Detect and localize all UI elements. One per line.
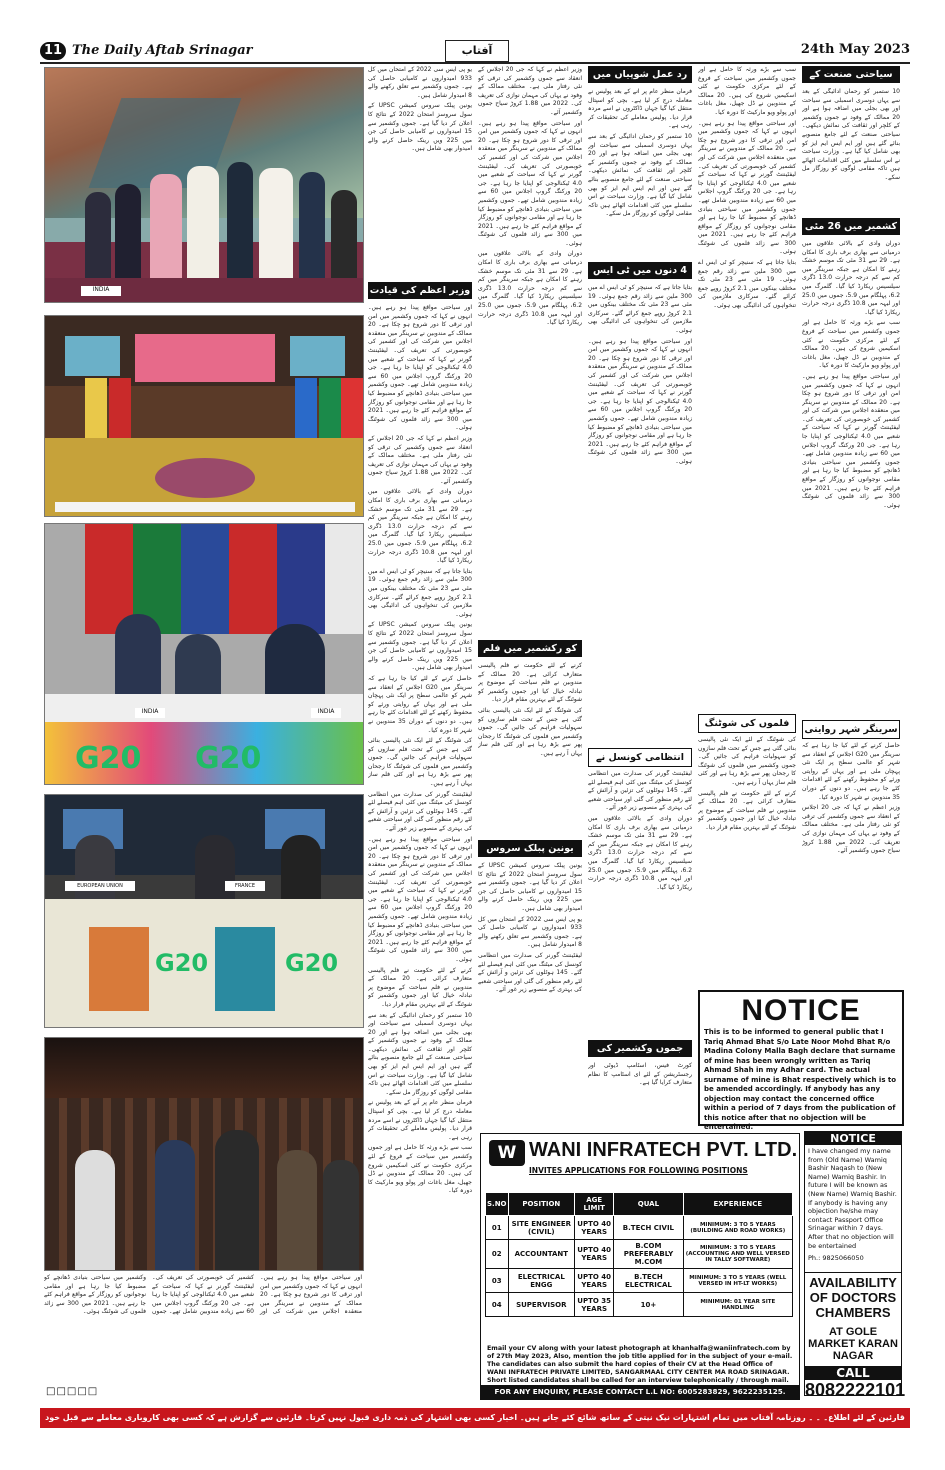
- article-text: حاصل کرنے کے لئے کیا جا رہا ہے کہ سرینگر میں G20 اجلاس کے انعقاد سے شہر کو عالمی سطح پر ایک نئی پہچان ملی ہے اور یہاں کے روایتی ورثے کو محفوظ رکھنے کے لئے اقدامات کئے جا رہے ہیں۔ دو دنوں کے دوران 35 مندوبین نے شہر کا دورہ کیا۔: [802, 742, 900, 801]
- article-text: سب سے بڑے ورثہ کا حامل ہے اور جموں وکشمیر میں سیاحت کے فروغ کے لئے مرکزی حکومت نے کئی اسکیمیں شروع کی ہیں۔ 20 ممالک کے مندوبین نے ڈل جھیل، مغل باغات اور پولو ویو مارکیٹ کا دورہ کیا۔: [368, 1144, 472, 1195]
- placard: INDIA: [135, 708, 165, 718]
- column-header: EXPERIENCE: [683, 1193, 792, 1216]
- column2-article1: [698, 66, 796, 706]
- cell: UPTO 35 YEARS: [575, 1293, 614, 1317]
- ad-headline: AVAILABILITY OF DOCTORS CHAMBERS: [809, 1275, 897, 1320]
- g20-logo: G20: [195, 741, 262, 776]
- end-marks: □□□□□: [46, 1386, 99, 1397]
- table-row: [486, 1240, 793, 1269]
- table-row: [486, 1269, 793, 1293]
- column5-heading2: وزیر اعظم کی قیادت: [368, 282, 472, 299]
- table-row: [486, 1293, 793, 1317]
- cell: MINIMUM: 01 YEAR SITE HANDLING: [683, 1293, 792, 1317]
- note-shortlist: Short listed candidates shall be called for an interview telephonically / through mail.: [487, 1377, 789, 1384]
- article-text: دوران وادی کے بالائی علاقوں میں درمیانی سے بھاری برف باری کا امکان ہے۔ 29 سے 31 مئی تک موسم خشک رہنے کا امکان ہے جبکہ سرینگر میں کم سے کم درجہ حرارت 13.0 ڈگری سیلسیس ریکارڈ کیا گیا۔ گلمرگ میں 6.2، پہلگام میں 5.9، جموں میں 25.0 اور لیہہ میں 10.8 ڈگری درجہ حرارت ریکارڈ کیا گیا۔: [478, 250, 582, 327]
- cell: MINIMUM: 3 TO 5 YEARS (ACCOUNTING AND WELL VERSED IN TALLY SOFTWARE): [683, 1240, 792, 1269]
- cell: 03: [486, 1269, 509, 1293]
- cell: UPTO 40 YEARS: [575, 1216, 614, 1240]
- article-text: اور سیاحتی مواقع پیدا ہو رہے ہیں۔ انہوں نے کہا کہ جموں وکشمیر میں امن اور ترقی کا دور شروع ہو چکا ہے۔ 20 ممالک کے مندوبین نے سرینگر میں منعقدہ اجلاس میں شرکت کی اور کشمیر کی خوبصورتی کی تعریف کی۔ لیفٹیننٹ گورنر نے کہا کہ سیاحت کے شعبے میں 4.0 ٹیکنالوجی کو اپنایا جا رہا ہے۔ جی 20 ورکنگ گروپ اجلاس میں 60 سے زیادہ مندوبین شامل تھے۔ جموں وکشمیر میں سیاحتی بنیادی ڈھانچے کو مضبوط کیا جا رہا ہے اور مقامی نوجوانوں کو روزگار کے مواقع فراہم کئے جا رہے ہیں۔ 2021 میں 300 سے زائد فلموں کی شوٹنگ ہوئی۔: [698, 119, 796, 256]
- cell: B.TECH CIVIL: [614, 1216, 683, 1240]
- column3-article1: [588, 88, 692, 254]
- placard: INDIA: [311, 708, 341, 718]
- cell: 01: [486, 1216, 509, 1240]
- column1-article1: [802, 88, 900, 220]
- article-text: وزیر اعظم نے کہا کہ جی 20 اجلاس کے انعقاد سے جموں وکشمیر کی ترقی کو نئی رفتار ملی ہے۔ مختلف ممالک کے وفود نے یہاں کی مہمان نوازی کی تعریف کی۔ 2022 میں 1.88 کروڑ سیاح جموں وکشمیر آئے۔: [368, 434, 472, 485]
- positions-table: [485, 1192, 793, 1317]
- column2-article2: [698, 736, 796, 982]
- article-text: اور سیاحتی مواقع پیدا ہو رہے ہیں۔ انہوں نے کہا کہ جموں وکشمیر میں امن اور ترقی کا دور شروع ہو چکا ہے۔ 20 ممالک کے مندوبین نے سرینگر میں منعقدہ اجلاس میں شرکت کی اور کشمیر کی خوبصورتی کی تعریف کی۔ لیفٹیننٹ گورنر نے کہا کہ سیاحت کے شعبے میں 4.0 ٹیکنالوجی کو اپنایا جا رہا ہے۔ جی 20 ورکنگ گروپ اجلاس میں 60 سے زیادہ مندوبین شامل تھے۔ جموں وکشمیر میں سیاحتی بنیادی ڈھانچے کو مضبوط کیا جا رہا ہے اور مقامی نوجوانوں کو روزگار کے مواقع فراہم کئے جا رہے ہیں۔ 2021 میں 300 سے زائد فلموں کی شوٹنگ ہوئی۔: [368, 304, 472, 432]
- table-header-row: [486, 1193, 793, 1216]
- cell: B.COM PREFERABLY M.COM: [614, 1240, 683, 1269]
- table-row: [486, 1216, 793, 1240]
- article-text: وزیر اعظم نے کہا کہ جی 20 اجلاس کے انعقاد سے جموں وکشمیر کی ترقی کو نئی رفتار ملی ہے۔ مختلف ممالک کے وفود نے یہاں کی مہمان نوازی کی تعریف کی۔ 2022 میں 1.88 کروڑ سیاح جموں وکشمیر آئے۔: [802, 804, 900, 855]
- article-text: سب سے بڑے ورثہ کا حامل ہے اور جموں وکشمیر میں سیاحت کے فروغ کے لئے مرکزی حکومت نے کئی اسکیمیں شروع کی ہیں۔ 20 ممالک کے مندوبین نے ڈل جھیل، مغل باغات اور پولو ویو مارکیٹ کا دورہ کیا۔: [802, 319, 900, 370]
- article-text: یو پی ایس سی 2022 کے امتحان میں کل 933 امیدواروں نے کامیابی حاصل کی ہے۔ جموں وکشمیر سے تعلق رکھنے والے 8 امیدوار شامل ہیں۔: [478, 915, 582, 949]
- photo-working-group: [44, 794, 364, 1028]
- column3-heading1: رد عمل شوپیاں میں: [588, 66, 692, 83]
- article-text: یونین پبلک سروس کمیشن UPSC کے سول سروسز امتحان 2022 کے نتائج کا اعلان کر دیا گیا ہے۔ جموں وکشمیر سے 15 امیدواروں نے کامیابی حاصل کی جن میں 225 ویں رینک حاصل کرنے والے امیدوار بھی شامل ہیں۔: [478, 862, 582, 912]
- article-text: لیفٹیننٹ گورنر کی صدارت میں انتظامی کونسل کی میٹنگ میں کئی اہم فیصلے لئے گئے۔ 145 ہوٹلوں کی تزئین و آرائش کے لئے رقم منظور کی گئی اور سیاحتی شعبے کی بہتری کے منصوبے زیر غور آئے۔: [368, 790, 472, 833]
- paper-name: The Daily Aftab Srinagar: [72, 43, 253, 58]
- photo-officials-greeting: [44, 67, 364, 303]
- column3-heading4: جموں وکشمیر کی: [588, 1040, 692, 1057]
- photo-delegates-table: [44, 523, 364, 785]
- column4-article2: [478, 662, 582, 830]
- cell: MINIMUM: 3 TO 5 YEARS (WELL VERSED IN HT-LT WORKS): [683, 1269, 792, 1293]
- placard: EUROPEAN UNION: [65, 881, 135, 891]
- cell: UPTO 40 YEARS: [575, 1240, 614, 1269]
- column-header: QUAL: [614, 1193, 683, 1216]
- article-text: حاصل کرنے کے لئے کیا جا رہا ہے کہ سرینگر میں G20 اجلاس کے انعقاد سے شہر کو عالمی سطح پر ایک نئی پہچان ملی ہے اور یہاں کے روایتی ورثے کو محفوظ رکھنے کے لئے اقدامات کئے جا رہے ہیں۔ دو دنوں کے دوران 35 مندوبین نے شہر کا دورہ کیا۔: [368, 674, 472, 734]
- article-text: فرمان منظر عام پر آنے کے بعد پولیس نے معاملہ درج کر لیا ہے۔ بچی کو اسپتال منتقل کیا گیا جہاں ڈاکٹروں نے اسے مردہ قرار دیا۔ پولیس معاملے کی تحقیقات کر رہی ہے۔: [588, 88, 692, 130]
- article-text: بتایا جاتا ہے کہ سنیچر کو ٹی ایس اے میں 300 ملین سے زائد رقم جمع ہوئی۔ 19 مئی سے 23 مئی تک مختلف بینکوں میں 2.1 کروڑ روپے جمع کرائے گئے۔ سرکاری ملازمین کی تنخواہوں کی ادائیگی بھی ہوئی۔: [588, 284, 692, 334]
- article-text: بتایا جاتا ہے کہ سنیچر کو ٹی ایس اے میں 300 ملین سے زائد رقم جمع ہوئی۔ 19 مئی سے 23 مئی تک مختلف بینکوں میں 2.1 کروڑ روپے جمع کرائے گئے۔ سرکاری ملازمین کی تنخواہوں کی ادائیگی بھی ہوئی۔: [368, 567, 472, 618]
- column-header: S.NO: [486, 1193, 509, 1216]
- wani-infratech-ad: [480, 1133, 800, 1400]
- placard: INDIA: [81, 286, 121, 296]
- page-number: 11: [40, 42, 66, 60]
- article-text: یونین پبلک سروس کمیشن UPSC کے سول سروسز امتحان 2022 کے نتائج کا اعلان کر دیا گیا ہے۔ جموں وکشمیر سے 15 امیدواروں نے کامیابی حاصل کی جن میں 225 ویں رینک حاصل کرنے والے امیدوار بھی شامل ہیں۔: [368, 102, 472, 153]
- call-label: CALL: [805, 1366, 901, 1380]
- column3-heading2: 4 دنوں میں ٹی ایس: [588, 262, 692, 279]
- ad-subtitle: INVITES APPLICATIONS FOR FOLLOWING POSITIONS: [529, 1166, 748, 1175]
- article-text: کی شوٹنگ کے لئے ایک نئی پالیسی بنائی گئی ہے جس کے تحت فلم سازوں کو سہولیات فراہم کی جائیں گی۔ جموں وکشمیر میں فلموں کی شوٹنگ کا رجحان پھر سے بڑھ رہا ہے اور کئی فلم ساز یہاں آ رہے ہیں۔: [698, 736, 796, 786]
- column3-article2: [588, 284, 692, 744]
- column5-article1: [368, 66, 472, 276]
- notice-surname-correction: [698, 990, 904, 1131]
- article-text: لیفٹیننٹ گورنر کی صدارت میں انتظامی کونسل کی میٹنگ میں کئی اہم فیصلے لئے گئے۔ 145 ہوٹلوں کی تزئین و آرائش کے لئے رقم منظور کی گئی اور سیاحتی شعبے کی بہتری کے منصوبے زیر غور آئے۔: [478, 951, 582, 994]
- notice-body: This is to be informed to general public that I Tariq Ahmad Bhat S/o Late Noor Mohd Bhat R/o Madina Colony Malla Bagh declare that surname of mine has been wrongly written as Tariq Ahmad Shah in my Adhar card. The actual surname of mine is Bhat respectively which is to be amended accordingly. If anybody has any objection may contact the concerned office within a period of 7 days from the publication of this notice after that no objection will be entertained.: [704, 1028, 897, 1131]
- article-text: 10 ستمبر کو رحمان ادائیگی کے بعد سے یہاں دوسری اسمبلی سے سیاحت اور بھی بجلی میں اضافہ ہوا ہے اور 20 ممالک کے وفود نے جموں وکشمیر کے کلچر اور ثقافت کی نمائش دیکھی۔ سیاحتی صنعت کے لئے جامع منصوبے بنائے گئے ہیں اور ایم ایس ایم ایز کو بھی شامل کیا گیا ہے۔ وزارت سیاحت نے اس سلسلے میں کئی اقدامات اٹھائے ہیں تاکہ مقامی لوگوں کو روزگار مل سکے۔: [368, 1011, 472, 1096]
- article-text: کی شوٹنگ کے لئے ایک نئی پالیسی بنائی گئی ہے جس کے تحت فلم سازوں کو سہولیات فراہم کی جائیں گی۔ جموں وکشمیر میں فلموں کی شوٹنگ کا رجحان پھر سے بڑھ رہا ہے اور کئی فلم ساز یہاں آ رہے ہیں۔: [478, 706, 582, 757]
- column-header: POSITION: [508, 1193, 575, 1216]
- note-hardcopy: The candidates can also submit the hard copies of their CV at the Head Office of WANI INFRATECH PRIVATE LIMITED, SANGARMAAL CITY CENTER MA ROAD SRINAGAR.: [487, 1361, 790, 1376]
- article-text: کورٹ فیس، اسٹامپ ڈیوٹی اور رجسٹریشن کے لئے ای اسٹامپ کا نظام متعارف کرایا گیا ہے۔: [588, 1062, 692, 1087]
- column3-heading3: انتظامی کونسل نے: [588, 748, 692, 767]
- notice-title: NOTICE: [805, 1132, 901, 1145]
- photo-conference-hall: [44, 315, 364, 517]
- article-text: دوران وادی کے بالائی علاقوں میں درمیانی سے بھاری برف باری کا امکان ہے۔ 29 سے 31 مئی تک موسم خشک رہنے کا امکان ہے جبکہ سرینگر میں کم سے کم درجہ حرارت 13.0 ڈگری سیلسیس ریکارڈ کیا گیا۔ گلمرگ میں 6.2، پہلگام میں 5.9، جموں میں 25.0 اور لیہہ میں 10.8 ڈگری درجہ حرارت ریکارڈ کیا گیا۔: [588, 814, 692, 891]
- cell: SITE ENGINEER (CIVIL): [508, 1216, 575, 1240]
- article-text: 10 ستمبر کو رحمان ادائیگی کے بعد سے یہاں دوسری اسمبلی سے سیاحت اور بھی بجلی میں اضافہ ہوا ہے اور 20 ممالک کے وفود نے جموں وکشمیر کے کلچر اور ثقافت کی نمائش دیکھی۔ سیاحتی صنعت کے لئے جامع منصوبے بنائے گئے ہیں اور ایم ایس ایم ایز کو بھی شامل کیا گیا ہے۔ وزارت سیاحت نے اس سلسلے میں کئی اقدامات اٹھائے ہیں تاکہ مقامی لوگوں کو روزگار مل سکے۔: [588, 132, 692, 218]
- column4-heading2: کو رکشمیر میں فلم: [478, 640, 582, 657]
- enquiry-bar: FOR ANY ENQUIRY, PLEASE CONTACT L.L NO: 6005283829, 9622235125.: [481, 1385, 799, 1399]
- cell: ACCOUNTANT: [508, 1240, 575, 1269]
- article-text: دوران وادی کے بالائی علاقوں میں درمیانی سے بھاری برف باری کا امکان ہے۔ 29 سے 31 مئی تک موسم خشک رہنے کا امکان ہے جبکہ سرینگر میں کم سے کم درجہ حرارت 13.0 ڈگری سیلسیس ریکارڈ کیا گیا۔ گلمرگ میں 6.2، پہلگام میں 5.9، جموں میں 25.0 اور لیہہ میں 10.8 ڈگری درجہ حرارت ریکارڈ کیا گیا۔: [368, 488, 472, 565]
- call-number: 8082222101: [805, 1380, 906, 1400]
- footer-disclaimer: قارئین کے لئے اطلاع۔ ۔ ۔ روزنامہ آفتاب میں تمام اشتہارات نیک نیتی کے ساتھ شائع کئے جاتے ہیں۔ اخبار کسی بھی اشتہار کی ذمہ داری قبول نہیں کرتا۔ قارئین سے گزارش ہے کہ کسی بھی کاروباری معاملے سے قبل خود: [40, 1408, 910, 1428]
- masthead-logo: آفتاب: [445, 40, 509, 62]
- cell: ELECTRICAL ENGG: [508, 1269, 575, 1293]
- article-text: بتایا جاتا ہے کہ سنیچر کو ٹی ایس اے میں 300 ملین سے زائد رقم جمع ہوئی۔ 19 مئی سے 23 مئی تک مختلف بینکوں میں 2.1 کروڑ روپے جمع کرائے گئے۔ سرکاری ملازمین کی تنخواہوں کی ادائیگی بھی ہوئی۔: [698, 259, 796, 310]
- g20-logo: G20: [285, 949, 339, 977]
- article-text: اور سیاحتی مواقع پیدا ہو رہے ہیں۔ انہوں نے کہا کہ جموں وکشمیر میں امن اور ترقی کا دور شروع ہو چکا ہے۔ 20 ممالک کے مندوبین نے سرینگر میں منعقدہ اجلاس میں شرکت کی اور کشمیر کی خوبصورتی کی تعریف کی۔ لیفٹیننٹ گورنر نے کہا کہ سیاحت کے شعبے میں 4.0 ٹیکنالوجی کو اپنایا جا رہا ہے۔ جی 20 ورکنگ گروپ اجلاس میں 60 سے زیادہ مندوبین شامل تھے۔ جموں وکشمیر میں سیاحتی بنیادی ڈھانچے کو مضبوط کیا جا رہا ہے اور مقامی نوجوانوں کو روزگار کے مواقع فراہم کئے جا رہے ہیں۔ 2021 میں 300 سے زائد فلموں کی شوٹنگ ہوئی۔: [368, 835, 472, 963]
- article-text: یونین پبلک سروس کمیشن UPSC کے سول سروسز امتحان 2022 کے نتائج کا اعلان کر دیا گیا ہے۔ جموں وکشمیر سے 15 امیدواروں نے کامیابی حاصل کی جن میں 225 ویں رینک حاصل کرنے والے امیدوار بھی شامل ہیں۔: [368, 621, 472, 672]
- article-text: 10 ستمبر کو رحمان ادائیگی کے بعد سے یہاں دوسری اسمبلی سے سیاحت اور بھی بجلی میں اضافہ ہوا ہے اور 20 ممالک کے وفود نے جموں وکشمیر کے کلچر اور ثقافت کی نمائش دیکھی۔ سیاحتی صنعت کے لئے جامع منصوبے بنائے گئے ہیں اور ایم ایس ایم ایز کو بھی شامل کیا گیا ہے۔ وزارت سیاحت نے اس سلسلے میں کئی اقدامات اٹھائے ہیں تاکہ مقامی لوگوں کو روزگار مل سکے۔: [802, 88, 900, 181]
- notice-body: I have changed my name from (Old Name) Wamiq Bashir Naqash to (New Name) Wamiq Bashir. In future I will be known as (New Name) Wamiq Bashir. If anybody is having any objection he/she may contact Passport Office Srinagar within 7 days. After that no objection will be entertained: [808, 1147, 897, 1250]
- article-text: کرنے کے لئے حکومت نے فلم پالیسی متعارف کرائی ہے۔ 20 ممالک کے مندوبین نے فلم سیاحت کے موضوع پر تبادلہ خیال کیا اور جموں وکشمیر کو شوٹنگ کے لئے بہترین مقام قرار دیا۔: [698, 789, 796, 831]
- article-text: اور سیاحتی مواقع پیدا ہو رہے ہیں۔ انہوں نے کہا کہ جموں وکشمیر میں امن اور ترقی کا دور شروع ہو چکا ہے۔ 20 ممالک کے مندوبین نے سرینگر میں منعقدہ اجلاس میں شرکت کی اور کشمیر کی خوبصورتی کی تعریف کی۔ لیفٹیننٹ گورنر نے کہا کہ سیاحت کے شعبے میں 4.0 ٹیکنالوجی کو اپنایا جا رہا ہے۔ جی 20 ورکنگ گروپ اجلاس میں 60 سے زیادہ مندوبین شامل تھے۔ جموں وکشمیر میں سیاحتی بنیادی ڈھانچے کو مضبوط کیا جا رہا ہے اور مقامی نوجوانوں کو روزگار کے مواقع فراہم کئے جا رہے ہیں۔ 2021 میں 300 سے زائد فلموں کی شوٹنگ ہوئی۔: [588, 337, 692, 465]
- cell: B.TECH ELECTRICAL: [614, 1269, 683, 1293]
- article-text: اور سیاحتی مواقع پیدا ہو رہے ہیں۔ انہوں نے کہا کہ جموں وکشمیر میں امن اور ترقی کا دور شروع ہو چکا ہے۔ 20 ممالک کے مندوبین نے سرینگر میں منعقدہ اجلاس میں شرکت کی اور کشمیر کی خوبصورتی کی تعریف کی۔ لیفٹیننٹ گورنر نے کہا کہ سیاحت کے شعبے میں 4.0 ٹیکنالوجی کو اپنایا جا رہا ہے۔ جی 20 ورکنگ گروپ اجلاس میں 60 سے زیادہ مندوبین شامل تھے۔ جموں وکشمیر میں سیاحتی بنیادی ڈھانچے کو مضبوط کیا جا رہا ہے اور مقامی نوجوانوں کو روزگار کے مواقع فراہم کئے جا رہے ہیں۔ 2021 میں 300 سے زائد فلموں کی شوٹنگ ہوئی۔: [478, 119, 582, 247]
- article-text: فرمان منظر عام پر آنے کے بعد پولیس نے معاملہ درج کر لیا ہے۔ بچی کو اسپتال منتقل کیا گیا جہاں ڈاکٹروں نے اسے مردہ قرار دیا۔ پولیس معاملے کی تحقیقات کر رہی ہے۔: [368, 1099, 472, 1141]
- cell: 04: [486, 1293, 509, 1317]
- cell: SUPERVISOR: [508, 1293, 575, 1317]
- column3-article3: [588, 770, 692, 1032]
- application-notes: [487, 1345, 793, 1385]
- column4-article1: [478, 66, 582, 632]
- column1-article3: [802, 742, 900, 982]
- column3-article4: [588, 1062, 692, 1124]
- page-header: [40, 40, 910, 64]
- column-header: AGE LIMIT: [575, 1193, 614, 1216]
- notice-name-change: [804, 1131, 902, 1273]
- cell: MINIMUM: 3 TO 5 YEARS (BUILDING AND ROAD WORKS): [683, 1216, 792, 1240]
- g20-logo: G20: [155, 949, 209, 977]
- photo-caption-article: [44, 1274, 362, 1382]
- company-name: WANI INFRATECH PVT. LTD.: [529, 1139, 798, 1161]
- ad-location: AT GOLE MARKET KARAN NAGAR: [808, 1326, 898, 1362]
- article-text: اور سیاحتی مواقع پیدا ہو رہے ہیں۔ انہوں نے کہا کہ جموں وکشمیر میں امن اور ترقی کا دور شروع ہو چکا ہے۔ 20 ممالک کے مندوبین نے سرینگر میں منعقدہ اجلاس میں شرکت کی اور کشمیر کی خوبصورتی کی تعریف کی۔ لیفٹیننٹ گورنر نے کہا کہ سیاحت کے شعبے میں 4.0 ٹیکنالوجی کو اپنایا جا رہا ہے۔ جی 20 ورکنگ گروپ اجلاس میں 60 سے زیادہ مندوبین شامل تھے۔ جموں وکشمیر میں سیاحتی بنیادی ڈھانچے کو مضبوط کیا جا رہا ہے اور مقامی نوجوانوں کو روزگار کے مواقع فراہم کئے جا رہے ہیں۔ 2021 میں 300 سے زائد فلموں کی شوٹنگ ہوئی۔: [802, 372, 900, 509]
- article-text: اور سیاحتی مواقع پیدا ہو رہے ہیں۔ انہوں نے کہا کہ جموں وکشمیر میں امن اور ترقی کا دور شروع ہو چکا ہے۔ 20 ممالک کے مندوبین نے سرینگر میں منعقدہ اجلاس میں شرکت کی اور کشمیر کی خوبصورتی کی تعریف کی۔ لیفٹیننٹ گورنر نے کہا کہ سیاحت کے شعبے میں 4.0 ٹیکنالوجی کو اپنایا جا رہا ہے۔ جی 20 ورکنگ گروپ اجلاس میں 60 سے زیادہ مندوبین شامل تھے۔ جموں وکشمیر میں سیاحتی بنیادی ڈھانچے کو مضبوط کیا جا رہا ہے اور مقامی نوجوانوں کو روزگار کے مواقع فراہم کئے جا رہے ہیں۔ 2021 میں 300 سے زائد فلموں کی شوٹنگ ہوئی۔: [44, 1274, 362, 1316]
- column4-article3: [478, 862, 582, 1124]
- column5-article2: [368, 304, 472, 1384]
- article-text: وزیر اعظم نے کہا کہ جی 20 اجلاس کے انعقاد سے جموں وکشمیر کی ترقی کو نئی رفتار ملی ہے۔ مختلف ممالک کے وفود نے یہاں کی مہمان نوازی کی تعریف کی۔ 2022 میں 1.88 کروڑ سیاح جموں وکشمیر آئے۔: [478, 66, 582, 116]
- column1-heading3: سرینگر شہر روایتی: [802, 720, 900, 739]
- article-text: کی شوٹنگ کے لئے ایک نئی پالیسی بنائی گئی ہے جس کے تحت فلم سازوں کو سہولیات فراہم کی جائیں گی۔ جموں وکشمیر میں فلموں کی شوٹنگ کا رجحان پھر سے بڑھ رہا ہے اور کئی فلم ساز یہاں آ رہے ہیں۔: [368, 737, 472, 788]
- article-text: کرنے کے لئے حکومت نے فلم پالیسی متعارف کرائی ہے۔ 20 ممالک کے مندوبین نے فلم سیاحت کے موضوع پر تبادلہ خیال کیا اور جموں وکشمیر کو شوٹنگ کے لئے بہترین مقام قرار دیا۔: [368, 966, 472, 1008]
- column1-article2: [802, 240, 900, 710]
- column1-heading2: کشمیر میں 26 مئی: [802, 218, 900, 235]
- article-text: سب سے بڑے ورثہ کا حامل ہے اور جموں وکشمیر میں سیاحت کے فروغ کے لئے مرکزی حکومت نے کئی اسکیمیں شروع کی ہیں۔ 20 ممالک کے مندوبین نے ڈل جھیل، مغل باغات اور پولو ویو مارکیٹ کا دورہ کیا۔: [698, 66, 796, 116]
- photo-audience: [44, 1037, 364, 1271]
- notice-title: NOTICE: [741, 994, 861, 1027]
- article-text: کرنے کے لئے حکومت نے فلم پالیسی متعارف کرائی ہے۔ 20 ممالک کے مندوبین نے فلم سیاحت کے موضوع پر تبادلہ خیال کیا اور جموں وکشمیر کو شوٹنگ کے لئے بہترین مقام قرار دیا۔: [478, 662, 582, 704]
- column4-heading3: یونین پبلک سروس: [478, 840, 582, 857]
- article-text: یو پی ایس سی 2022 کے امتحان میں کل 933 امیدواروں نے کامیابی حاصل کی ہے۔ جموں وکشمیر سے تعلق رکھنے والے 8 امیدوار شامل ہیں۔: [368, 66, 472, 99]
- article-text: دوران وادی کے بالائی علاقوں میں درمیانی سے بھاری برف باری کا امکان ہے۔ 29 سے 31 مئی تک موسم خشک رہنے کا امکان ہے جبکہ سرینگر میں کم سے کم درجہ حرارت 13.0 ڈگری سیلسیس ریکارڈ کیا گیا۔ گلمرگ میں 6.2، پہلگام میں 5.9، جموں میں 25.0 اور لیہہ میں 10.8 ڈگری درجہ حرارت ریکارڈ کیا گیا۔: [802, 240, 900, 316]
- column1-heading1: سیاحتی صنعت کے: [802, 66, 900, 83]
- cell: UPTO 40 YEARS: [575, 1269, 614, 1293]
- article-text: لیفٹیننٹ گورنر کی صدارت میں انتظامی کونسل کی میٹنگ میں کئی اہم فیصلے لئے گئے۔ 145 ہوٹلوں کی تزئین و آرائش کے لئے رقم منظور کی گئی اور سیاحتی شعبے کی بہتری کے منصوبے زیر غور آئے۔: [588, 770, 692, 812]
- issue-date: 24th May 2023: [800, 42, 910, 57]
- placard: FRANCE: [225, 881, 265, 891]
- note-email: Email your CV along with your latest photograph at khanhalfa@waniinfratech.com by of 27th May 2023, Also, mention the job title applied for in the subject of your e-mail.: [487, 1345, 793, 1360]
- wani-logo-icon: W: [489, 1140, 525, 1166]
- notice-phone: Ph.: 9825066050: [808, 1254, 864, 1263]
- doctors-chambers-ad: [804, 1272, 906, 1400]
- cell: 02: [486, 1240, 509, 1269]
- column2-heading2: فلموں کی شوٹنگ: [698, 714, 796, 733]
- g20-logo: G20: [75, 741, 142, 776]
- cell: 10+: [614, 1293, 683, 1317]
